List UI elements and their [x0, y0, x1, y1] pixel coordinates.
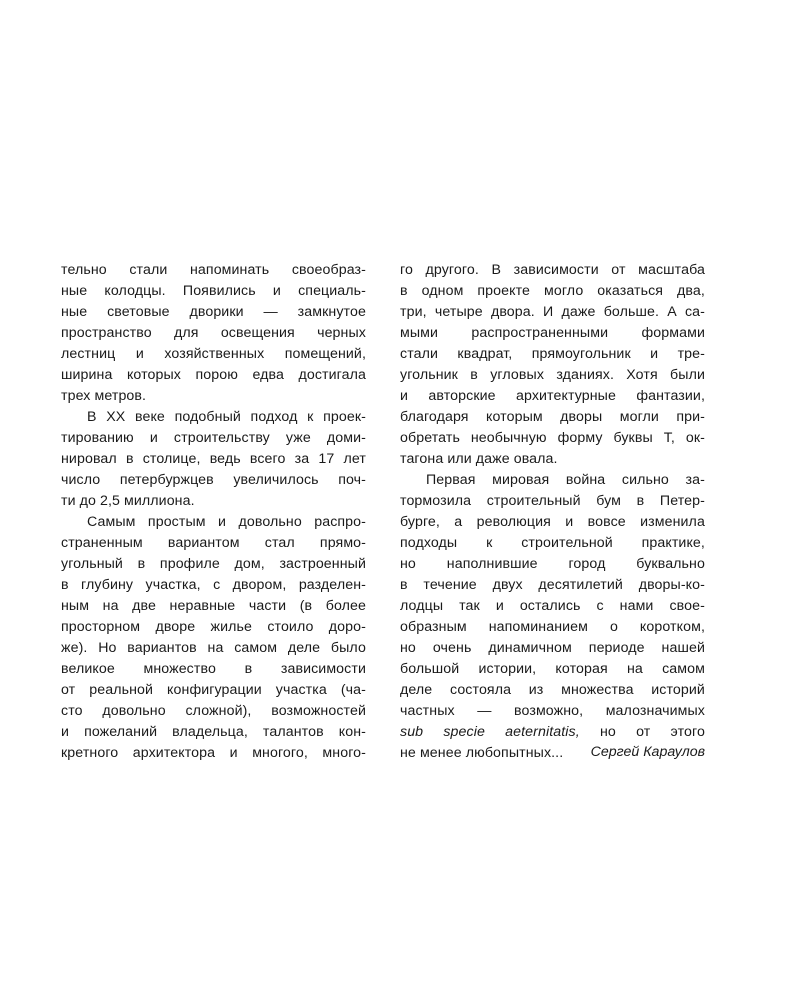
word: метров. — [94, 388, 147, 404]
text-column-left — [61, 260, 366, 764]
word: тагона — [400, 451, 444, 467]
word: война — [565, 472, 606, 488]
word: сильно — [621, 472, 669, 488]
word: владельца, — [172, 724, 248, 740]
word: угольник — [400, 367, 458, 383]
word: тормозила — [400, 493, 472, 509]
word: Появились — [182, 283, 256, 299]
word: (ча- — [340, 682, 366, 698]
word: этого — [670, 724, 705, 740]
text-line — [400, 575, 705, 596]
word: на — [207, 640, 224, 656]
word: и — [229, 745, 238, 761]
word: революция — [476, 514, 551, 530]
word: частных — [400, 703, 455, 719]
word: зависимости — [280, 661, 366, 677]
word: столице, — [142, 451, 201, 467]
word: течение — [423, 577, 477, 593]
word: к — [486, 535, 493, 551]
word: благодаря — [400, 409, 469, 425]
word: ти — [61, 493, 76, 509]
word: ным — [61, 598, 90, 614]
word: го — [400, 262, 413, 278]
word: разделен- — [298, 577, 366, 593]
word: многого, — [252, 745, 308, 761]
word: другого. — [425, 262, 479, 278]
word: XX — [106, 409, 126, 425]
word: вариантов — [127, 640, 197, 656]
word: вовсе — [587, 514, 626, 530]
word: бурге, — [400, 514, 440, 530]
word: обретать — [400, 430, 460, 446]
word: черных — [317, 325, 366, 341]
word: в — [125, 451, 134, 467]
word: sub — [400, 724, 424, 740]
word: овала. — [513, 451, 558, 467]
text-line — [61, 491, 366, 512]
word: о — [609, 619, 618, 635]
word: своеобраз- — [291, 262, 366, 278]
word: форму — [557, 430, 603, 446]
word: дом, — [234, 556, 265, 572]
text-line — [400, 617, 705, 638]
text-line — [61, 260, 366, 281]
word: ные — [61, 283, 88, 299]
word: доми- — [326, 430, 366, 446]
word: трех — [61, 388, 91, 404]
word: ведь — [209, 451, 241, 467]
word: даже — [475, 451, 510, 467]
text-line — [400, 344, 705, 365]
word: бум — [596, 493, 622, 509]
word: и — [650, 346, 659, 362]
word: двора. — [490, 304, 535, 320]
text-line — [400, 512, 705, 533]
word: архитектора — [132, 745, 216, 761]
word: двором, — [232, 577, 287, 593]
word: ширина — [61, 367, 113, 383]
word: было — [330, 640, 366, 656]
text-line — [61, 323, 366, 344]
word: образным — [400, 619, 467, 635]
author-signature: Сергей Караулов — [590, 744, 705, 760]
word: двух — [492, 577, 523, 593]
word: стоило — [267, 619, 314, 635]
word: миллиона. — [124, 493, 195, 509]
word: четыре — [434, 304, 483, 320]
text-line — [61, 575, 366, 596]
word: оказаться — [597, 283, 664, 299]
text-line — [61, 638, 366, 659]
word: конфигурации — [167, 682, 262, 698]
word: мыми — [400, 325, 439, 341]
word: 17 — [318, 451, 335, 467]
word: кон- — [338, 724, 366, 740]
word: вариантом — [167, 535, 240, 551]
word: или — [447, 451, 472, 467]
word: строительству — [173, 430, 270, 446]
word: строительной — [521, 535, 613, 551]
word: И — [543, 304, 554, 320]
word: изменила — [640, 514, 705, 530]
word: хозяйственных — [164, 346, 265, 362]
word: и — [149, 430, 158, 446]
word: с — [213, 577, 221, 593]
word: В — [87, 409, 97, 425]
text-line — [400, 701, 705, 722]
word: тре- — [677, 346, 705, 362]
text-line — [400, 554, 705, 575]
word: состояла — [449, 682, 512, 698]
word: жилье — [210, 619, 253, 635]
word: квадрат, — [457, 346, 513, 362]
text-line — [400, 281, 705, 302]
word: напоминанием — [488, 619, 588, 635]
word: и — [495, 598, 504, 614]
text-line — [400, 365, 705, 386]
text-line — [400, 260, 705, 281]
word: от — [61, 682, 76, 698]
text-line — [400, 680, 705, 701]
word: aeternitatis, — [505, 724, 580, 740]
text-line — [61, 701, 366, 722]
text-line — [400, 428, 705, 449]
word: две — [132, 598, 156, 614]
word: неравные — [169, 598, 236, 614]
word: просторном — [61, 619, 141, 635]
text-line — [400, 449, 705, 470]
word: авторские — [428, 388, 496, 404]
word: В — [491, 262, 502, 278]
word: дворы — [560, 409, 603, 425]
word: помещений, — [284, 346, 366, 362]
word: нировал — [61, 451, 117, 467]
word: из — [528, 682, 544, 698]
word: деле — [400, 682, 433, 698]
word: са- — [684, 304, 705, 320]
word: ные — [61, 304, 88, 320]
word: пожеланий — [84, 724, 158, 740]
word: много- — [322, 745, 366, 761]
word: множество — [143, 661, 216, 677]
word: архитектурные — [516, 388, 616, 404]
text-line — [400, 386, 705, 407]
word: Хотя — [626, 367, 658, 383]
word: — — [263, 304, 278, 320]
word: А — [667, 304, 677, 320]
text-column-right — [400, 260, 705, 764]
word: прямо- — [319, 535, 366, 551]
text-line — [61, 512, 366, 533]
word: тированию — [61, 430, 134, 446]
word: кретного — [61, 745, 119, 761]
word: и — [61, 724, 70, 740]
word: одном — [421, 283, 464, 299]
word: дворики — [189, 304, 244, 320]
word: в — [636, 493, 645, 509]
word: распространенными — [471, 325, 609, 341]
word: десятилетий — [538, 577, 623, 593]
text-line — [61, 680, 366, 701]
word: за- — [685, 472, 705, 488]
word: веке — [135, 409, 165, 425]
word: возможностей — [271, 703, 366, 719]
word: едва — [252, 367, 284, 383]
word: за — [294, 451, 310, 467]
word: строительный — [486, 493, 581, 509]
word: участка, — [145, 577, 201, 593]
word: подобный — [174, 409, 241, 425]
word: Самым — [87, 514, 136, 530]
word: в — [244, 661, 253, 677]
text-line — [400, 659, 705, 680]
word: Но — [98, 640, 117, 656]
word: два, — [677, 283, 705, 299]
text-line — [61, 659, 366, 680]
word: световые — [107, 304, 170, 320]
text-line — [400, 407, 705, 428]
word: — — [477, 703, 492, 719]
word: угловых — [490, 367, 545, 383]
word: нами — [619, 598, 654, 614]
word: глубину — [81, 577, 134, 593]
word: периоде — [588, 640, 645, 656]
word: реальной — [89, 682, 154, 698]
word: участка — [275, 682, 327, 698]
word: 2,5 — [100, 493, 121, 509]
word: число — [61, 472, 101, 488]
word: самом — [234, 640, 278, 656]
word: сто — [61, 703, 83, 719]
word: наполнившие — [446, 556, 538, 572]
word: очень — [432, 640, 472, 656]
word: Петер- — [659, 493, 705, 509]
text-line — [400, 470, 705, 491]
word: большой — [400, 661, 460, 677]
text-line — [61, 386, 366, 407]
word: фантазии, — [636, 388, 705, 404]
word: множества — [561, 682, 634, 698]
text-line — [400, 638, 705, 659]
word: три, — [400, 304, 427, 320]
word: больше. — [603, 304, 659, 320]
word: нашей — [661, 640, 705, 656]
word: увеличилось — [233, 472, 319, 488]
text-line — [400, 596, 705, 617]
word: коротком, — [639, 619, 705, 635]
text-line — [400, 491, 705, 512]
word: буквально — [636, 556, 705, 572]
word: части — [248, 598, 287, 614]
word: тельно — [61, 262, 107, 278]
word: застроенный — [279, 556, 366, 572]
word: от — [611, 262, 626, 278]
word: проекте — [477, 283, 531, 299]
word: от — [636, 724, 651, 740]
word: которых — [126, 367, 181, 383]
text-line — [61, 617, 366, 638]
text-line — [61, 449, 366, 470]
word: в — [400, 283, 408, 299]
word: но — [400, 556, 416, 572]
word: масштаба — [638, 262, 705, 278]
word: а — [454, 514, 463, 530]
text-line — [61, 596, 366, 617]
word: так — [459, 598, 480, 614]
word: стал — [264, 535, 295, 551]
word: на — [102, 598, 119, 614]
word: были — [670, 367, 705, 383]
word: в — [470, 367, 478, 383]
word: формами — [641, 325, 705, 341]
text-line — [400, 302, 705, 323]
word: и — [135, 346, 144, 362]
text-line — [400, 323, 705, 344]
word: замкнутое — [297, 304, 366, 320]
word: истории, — [478, 661, 537, 677]
word: могло — [544, 283, 584, 299]
word: талантов — [262, 724, 324, 740]
word: доро- — [328, 619, 366, 635]
word: с — [596, 598, 604, 614]
word: всего — [249, 451, 286, 467]
word: менее — [419, 745, 462, 761]
word: мировая — [492, 472, 550, 488]
word: подходы — [400, 535, 458, 551]
word: довольно — [238, 514, 302, 530]
word: страненным — [61, 535, 143, 551]
word: специаль- — [298, 283, 366, 299]
text-line — [400, 722, 705, 743]
word: профиле — [159, 556, 220, 572]
word: на — [626, 661, 643, 677]
word: освещения — [220, 325, 295, 341]
word: практике, — [641, 535, 705, 551]
word: историй — [651, 682, 705, 698]
word: подход — [250, 409, 298, 425]
word: возможно, — [514, 703, 584, 719]
word: зависимости — [513, 262, 599, 278]
word: даже — [561, 304, 596, 320]
word: стали — [400, 346, 439, 362]
word: до — [79, 493, 96, 509]
word: достигала — [298, 367, 366, 383]
word: и — [565, 514, 574, 530]
word: зданиях. — [556, 367, 614, 383]
word: самом — [662, 661, 705, 677]
word: лодцы — [400, 598, 444, 614]
word: не — [400, 745, 416, 761]
word: но — [400, 640, 416, 656]
word: сложной), — [185, 703, 252, 719]
word: и — [272, 283, 281, 299]
word: колодцы. — [104, 283, 166, 299]
word: в — [400, 577, 408, 593]
word: деле — [287, 640, 321, 656]
word: динамичном — [488, 640, 572, 656]
word: при- — [676, 409, 705, 425]
word: Т, — [663, 430, 675, 446]
word: простым — [147, 514, 206, 530]
word: которым — [486, 409, 543, 425]
word: великое — [61, 661, 115, 677]
word: необычную — [470, 430, 547, 446]
word: которая — [555, 661, 608, 677]
text-line — [61, 743, 366, 764]
word: ок- — [685, 430, 705, 446]
text-line — [61, 344, 366, 365]
word: свое- — [669, 598, 705, 614]
word: распро- — [314, 514, 366, 530]
word: порою — [195, 367, 238, 383]
text-line — [61, 281, 366, 302]
word: Первая — [426, 472, 476, 488]
word: (в — [299, 598, 313, 614]
word: буквы — [613, 430, 653, 446]
word: для — [174, 325, 199, 341]
word: поч- — [338, 472, 366, 488]
word: угольный — [61, 556, 123, 572]
text-line — [61, 407, 366, 428]
word: лестниц — [61, 346, 116, 362]
text-line — [61, 428, 366, 449]
word: прямоугольник — [531, 346, 631, 362]
word: стали — [129, 262, 168, 278]
word: но — [599, 724, 616, 740]
text-line — [400, 533, 705, 554]
word: петербуржцев — [119, 472, 214, 488]
word: и — [218, 514, 227, 530]
text-line — [61, 554, 366, 575]
word: к — [307, 409, 314, 425]
word: в — [137, 556, 146, 572]
word: и — [400, 388, 409, 404]
word: город — [568, 556, 606, 572]
word: specie — [443, 724, 485, 740]
text-line — [61, 533, 366, 554]
word: более — [325, 598, 366, 614]
text-line — [61, 365, 366, 386]
word: лет — [343, 451, 366, 467]
word: напоминать — [189, 262, 270, 278]
word: проек- — [323, 409, 366, 425]
word: в — [61, 577, 69, 593]
word: малозначимых — [605, 703, 705, 719]
word: дворе — [155, 619, 196, 635]
text-line — [61, 302, 366, 323]
word: довольно — [102, 703, 166, 719]
word: остались — [519, 598, 581, 614]
word: уже — [285, 430, 311, 446]
word: пространство — [61, 325, 152, 341]
text-line — [61, 470, 366, 491]
word: любопытных... — [465, 745, 564, 761]
word: же). — [61, 640, 88, 656]
text-line — [61, 722, 366, 743]
word: могли — [619, 409, 659, 425]
word: дворы-ко- — [638, 577, 705, 593]
